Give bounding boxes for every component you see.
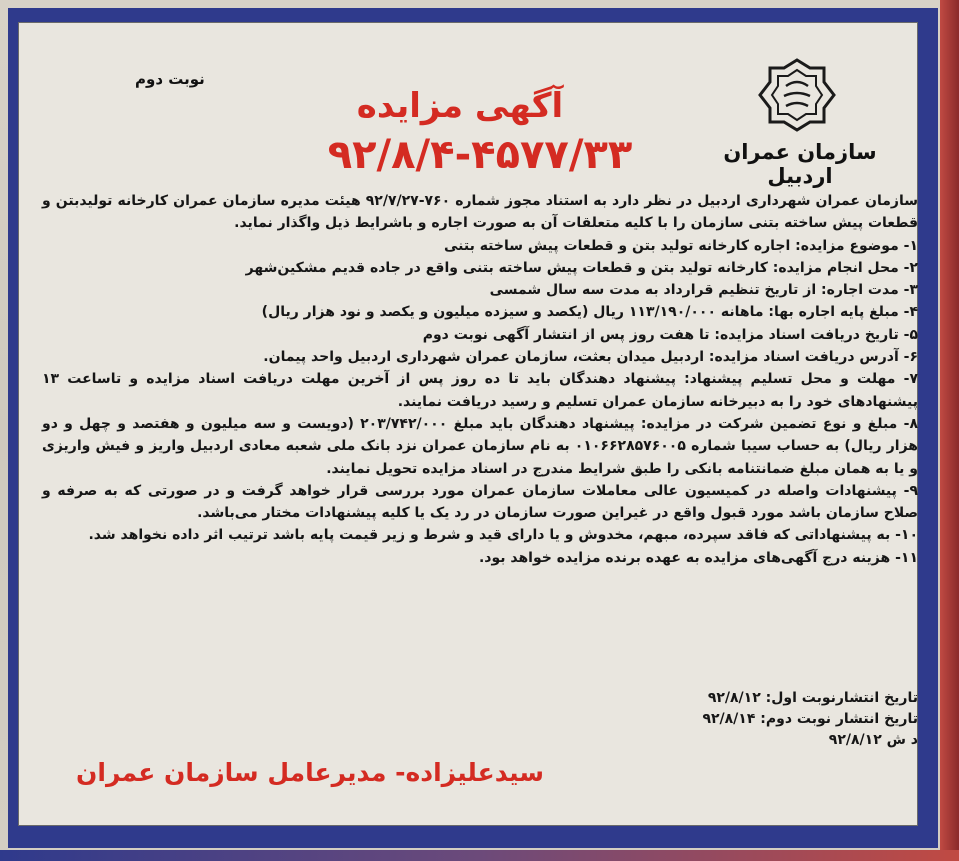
condition-item: ۸- مبلغ و نوع تضمین شرکت در مزایده: پیشنهاد دهندگان باید مبلغ ۲۰۳/۷۴۲/۰۰۰ (دویست و سه میلیون و هفتصد و چهل و دو هزار ریال) به حساب سیبا شماره ۰۱۰۶۶۲۸۵۷۶۰۰۵ به نام سازمان عمران نزد بانک ملی شعبه معادی اردبیل واریز و فیش واریزی و یا به همان مبلغ ضمانتنامه بانکی را طبق شرایط مندرج در اسناد مزایده تحویل نمایند.	[42, 415, 918, 477]
condition-item: ۴- مبلغ پایه اجاره بها: ماهانه ۱۱۳/۱۹۰/۰۰۰ ریال (یکصد و سیزده میلیون و یکصد و نود هزار ریال)	[261, 304, 918, 321]
publication-dates	[560, 688, 918, 751]
ad-title: آگهی مزایده	[356, 86, 564, 126]
first-publication-date: تاریخ انتشارنوبت اول: ۹۲/۸/۱۲	[707, 690, 918, 706]
signature-line: سیدعلیزاده- مدیرعامل سازمان عمران	[76, 758, 544, 787]
intro-paragraph: سازمان عمران شهرداری اردبیل در نظر دارد به استناد مجوز شماره ۷۶۰-۹۲/۷/۲۷ هیئت مدیره سازمان عمران کارخانه تولیدبتن و قطعات پیش ساخته بتنی سازمان را با کلیه متعلقات آن به صورت اجاره و باشرایط ذیل واگذار نماید.	[42, 193, 918, 232]
ad-body	[42, 190, 918, 569]
condition-item: ۱۰- به پیشنهاداتی که فاقد سپرده، مبهم، مخدوش و یا دارای قید و شرط و زیر قیمت پایه باشد ترتیب اثر داده نخواهد شد.	[88, 527, 918, 544]
condition-item: ۹- پیشنهادات واصله در کمیسیون عالی معاملات سازمان عمران مورد بررسی قرار خواهد گرفت و در صورتی که به صرفه و صلاح سازمان باشد مورد قبول واقع در غیراین صورت سازمان در رد یک یا کلیه پیشنهادات مختار می‌باشد.	[42, 482, 918, 522]
condition-item: ۵- تاریخ دریافت اسناد مزایده: تا هفت روز پس از انتشار آگهی نوبت دوم	[422, 326, 918, 343]
condition-item: ۳- مدت اجاره: از تاریخ تنظیم قرارداد به مدت سه سال شمسی	[489, 282, 918, 299]
condition-item: ۱- موضوع مزایده: اجاره کارخانه تولید بتن و قطعات پیش ساخته بتنی	[443, 237, 918, 254]
organization-name: سازمان عمران اردبیل	[723, 140, 877, 188]
ad-reference-number: ۹۲/۸/۴-۴۵۷۷/۳۳	[327, 132, 633, 178]
publication-round: نوبت دوم	[135, 70, 205, 88]
municipal-seal-icon	[752, 56, 842, 134]
condition-item: ۲- محل انجام مزایده: کارخانه تولید بتن و قطعات پیش ساخته بتنی واقع در جاده قدیم مشکین‌شهر	[245, 259, 918, 276]
second-publication-date: تاریخ انتشار نوبت دوم: ۹۲/۸/۱۴	[702, 711, 918, 727]
page-bottom-strip	[0, 850, 959, 861]
condition-item: ۶- آدرس دریافت اسناد مزایده: اردبیل میدان بعثت، سازمان عمران شهرداری اردبیل واحد پیمان.	[263, 349, 918, 366]
condition-item: ۷- مهلت و محل تسلیم پیشنهاد: پیشنهاد دهندگان باید تا ده روز پس از آخرین مهلت دریافت اسناد مزایده و تاساعت ۱۳ پیشنهادهای خود را به دبیرخانه سازمان عمران تسلیم و رسید دریافت نمایند.	[42, 371, 918, 410]
condition-item: ۱۱- هزینه درج آگهی‌های مزایده به عهده برنده مزایده خواهد بود.	[478, 549, 918, 566]
ad-code: د ش ۹۲/۸/۱۲	[828, 732, 918, 748]
page-edge-strip	[940, 0, 959, 861]
